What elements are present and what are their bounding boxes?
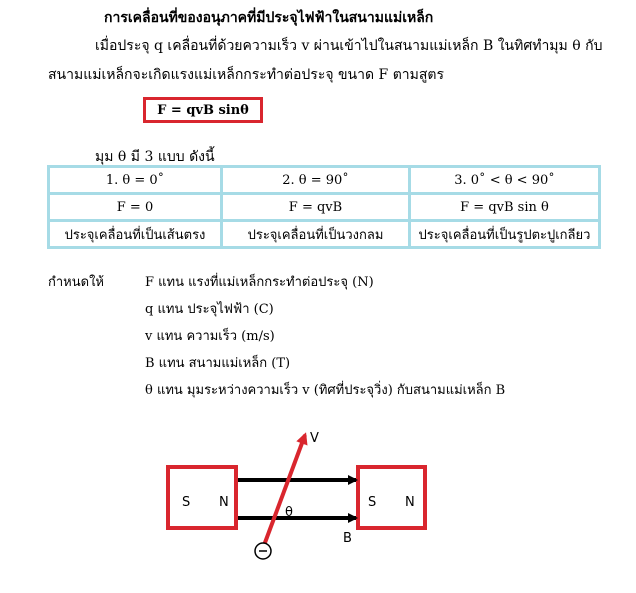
- definition-item-theta: θ แทน มุมระหว่างความเร็ว v (ทิศที่ประจุวิ่ง) กับสนามแม่เหล็ก B: [145, 383, 506, 398]
- table-cell-angle-2: 2. θ = 90˚: [222, 167, 410, 194]
- table-cell-motion-1: ประจุเคลื่อนที่เป็นเส้นตรง: [49, 221, 222, 248]
- table-row-angle: [49, 167, 600, 194]
- formula-box: F = qvB sinθ: [143, 97, 263, 123]
- table-cell-angle-1: 1. θ = 0˚: [49, 167, 222, 194]
- left-magnet-n-label: N: [219, 495, 229, 510]
- magnetic-field-diagram: [160, 420, 440, 570]
- table-cell-motion-2: ประจุเคลื่อนที่เป็นวงกลม: [222, 221, 410, 248]
- velocity-vector: [263, 435, 305, 548]
- table-cell-motion-3: ประจุเคลื่อนที่เป็นรูปตะปูเกลียว: [410, 221, 600, 248]
- angle-types-table: [47, 165, 601, 249]
- theta-label: θ: [285, 505, 293, 520]
- table-row-motion: [49, 221, 600, 248]
- definitions-label: กำหนดให้: [48, 275, 104, 290]
- field-b-label: B: [343, 531, 352, 546]
- definition-item-b: B แทน สนามแม่เหล็ก (T): [145, 356, 291, 371]
- table-cell-force-1: F = 0: [49, 194, 222, 221]
- right-magnet-n-label: N: [405, 495, 415, 510]
- definition-item-f: F แทน แรงที่แม่เหล็กกระทำต่อประจุ (N): [145, 275, 374, 290]
- definition-item-v: v แทน ความเร็ว (m/s): [145, 329, 275, 344]
- table-cell-force-3: F = qvB sin θ: [410, 194, 600, 221]
- intro-paragraph-line-1: เมื่อประจุ q เคลื่อนที่ด้วยความเร็ว v ผ่านเข้าไปในสนามแม่เหล็ก B ในทิศทำมุม θ กับ: [95, 38, 603, 54]
- table-cell-angle-3: 3. 0˚ < θ < 90˚: [410, 167, 600, 194]
- types-heading: มุม θ มี 3 แบบ ดังนี้: [95, 149, 215, 165]
- right-magnet-s-label: S: [368, 495, 377, 510]
- page-title: การเคลื่อนที่ของอนุภาคที่มีประจุไฟฟ้าในสนามแม่เหล็ก: [104, 10, 434, 26]
- intro-paragraph-line-2: สนามแม่เหล็กจะเกิดแรงแม่เหล็กกระทำต่อประจุ ขนาด F ตามสูตร: [48, 67, 445, 83]
- table-cell-force-2: F = qvB: [222, 194, 410, 221]
- table-row-force: [49, 194, 600, 221]
- left-magnet-s-label: S: [182, 495, 191, 510]
- definition-item-q: q แทน ประจุไฟฟ้า (C): [145, 302, 274, 317]
- velocity-label: V: [310, 431, 319, 446]
